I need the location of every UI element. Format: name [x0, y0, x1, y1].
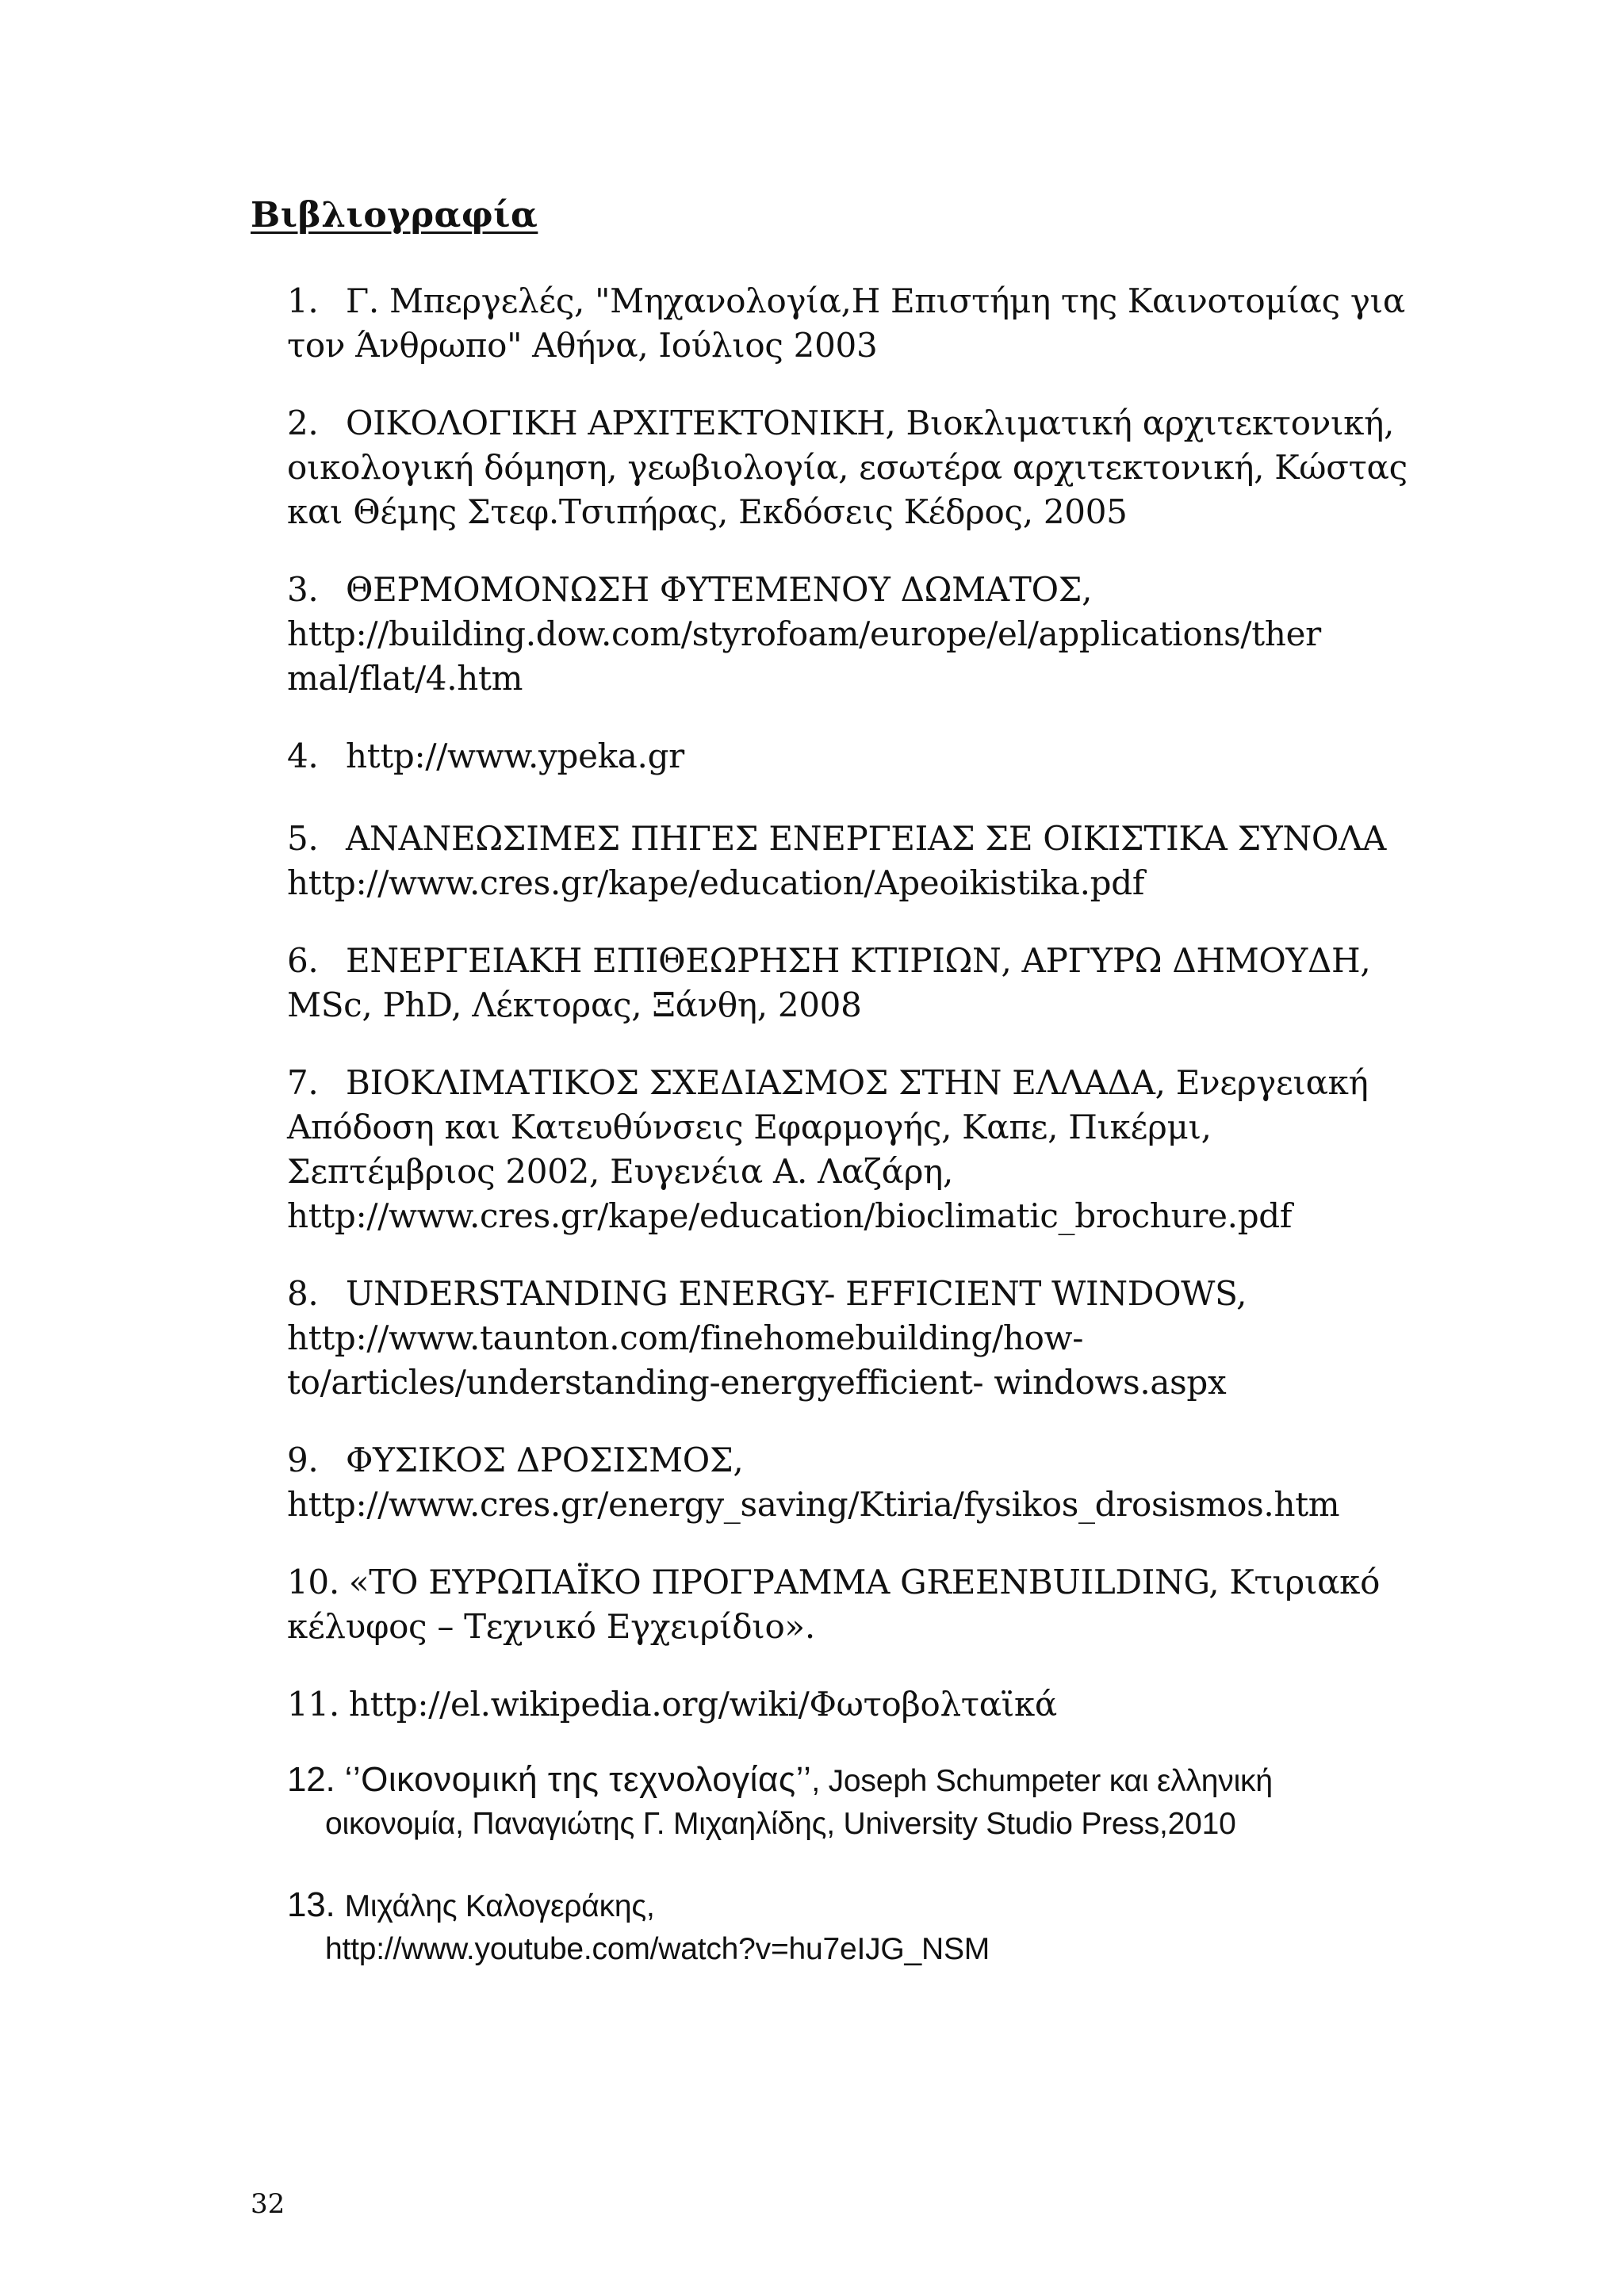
reference-8	[287, 1272, 1397, 1405]
reference-text: «ΤΟ ΕΥΡΩΠΑΪΚΟ ΠΡΟΓΡΑΜΜΑ GREENBUILDING, Κτιριακό	[348, 1563, 1381, 1601]
reference-link: mal/flat/4.htm	[287, 659, 523, 698]
reference-link: http://www.ypeka.gr	[346, 737, 684, 775]
reference-number: 10.	[287, 1563, 339, 1601]
reference-text: ΕΝΕΡΓΕΙΑΚΗ ΕΠΙΘΕΩΡΗΣΗ ΚΤΙΡΙΩΝ, ΑΡΓΥΡΩ ΔΗΜΟΥΔΗ,	[346, 941, 1371, 980]
reference-number: 11.	[287, 1685, 339, 1724]
reference-link: http://www.taunton.com/finehomebuilding/how-	[287, 1318, 1084, 1357]
reference-text: , Joseph Schumpeter και ελληνική	[811, 1764, 1273, 1798]
reference-text: MSc, PhD, Λέκτορας, Ξάνθη, 2008	[287, 985, 862, 1024]
reference-1	[287, 279, 1405, 368]
reference-text: ΒΙΟΚΛΙΜΑΤΙΚΟΣ ΣΧΕΔΙΑΣΜΟΣ ΣΤΗΝ ΕΛΛΑΔΑ, Ενεργειακή	[346, 1063, 1369, 1102]
reference-number: 9.	[287, 1441, 319, 1479]
reference-7	[287, 1061, 1397, 1238]
reference-text: ΘΕΡΜΟΜΟΝΩΣΗ ΦΥΤΕΜΕΝΟΥ ΔΩΜΑΤΟΣ,	[346, 570, 1093, 609]
reference-text: Γ. Μπεργελές, "Μηχανολογία,Η Επιστήμη της Καινοτομίας για	[346, 281, 1405, 320]
reference-number: 4.	[287, 737, 319, 775]
reference-text: ΟΙΚΟΛΟΓΙΚΗ ΑΡΧΙΤΕΚΤΟΝΙΚΗ, Βιοκλιματική αρχιτεκτονική,	[346, 404, 1394, 442]
reference-13	[287, 1884, 1397, 1971]
reference-number: 3.	[287, 570, 319, 609]
reference-number: 12.	[287, 1760, 335, 1799]
reference-link: http://el.wikipedia.org/wiki/Φωτοβολταϊκά	[348, 1685, 1057, 1724]
reference-text: οικονομία, Παναγιώτης Γ. Μιχαηλίδης, University Studio Press,2010	[325, 1807, 1236, 1841]
reference-text: Μιχάλης Καλογεράκης,	[344, 1889, 655, 1923]
reference-text: ΦΥΣΙΚΟΣ ΔΡΟΣΙΣΜΟΣ,	[346, 1441, 744, 1479]
reference-number: 6.	[287, 941, 319, 980]
reference-6	[287, 939, 1397, 1027]
reference-text: κέλυφος – Τεχνικό Εγχειρίδιο».	[287, 1607, 815, 1646]
reference-text: Σεπτέμβριος 2002, Ευγενέια Α. Λαζάρη,	[287, 1152, 954, 1191]
reference-number: 8.	[287, 1274, 319, 1313]
reference-number: 2.	[287, 404, 319, 442]
page-number: 32	[251, 2188, 285, 2220]
reference-link: http://www.cres.gr/kape/education/bioclimatic_brochure.pdf	[287, 1196, 1293, 1235]
reference-3	[287, 568, 1397, 701]
reference-2	[287, 401, 1408, 534]
reference-12	[287, 1758, 1397, 1846]
reference-link: http://www.youtube.com/watch?v=hu7eIJG_NSM	[325, 1932, 990, 1966]
reference-number: 13.	[287, 1885, 335, 1924]
reference-number: 1.	[287, 281, 319, 320]
reference-9	[287, 1438, 1397, 1527]
reference-number: 5.	[287, 819, 319, 858]
reference-11	[287, 1682, 1397, 1727]
reference-text: τον Άνθρωπο" Αθήνα, Ιούλιος 2003	[287, 326, 878, 365]
reference-title: ‘’Οικονομική της τεχνολογίας’’	[344, 1760, 812, 1799]
reference-link: to/articles/understanding-energyefficient- windows.aspx	[287, 1363, 1227, 1402]
reference-10	[287, 1560, 1397, 1649]
reference-link: http://www.cres.gr/kape/education/Apeoikistika.pdf	[287, 863, 1145, 902]
reference-text: και Θέμης Στεφ.Τσιπήρας, Εκδόσεις Κέδρος, 2005	[287, 492, 1128, 531]
reference-text: Απόδοση και Κατευθύνσεις Εφαρμογής, Καπε, Πικέρμι,	[287, 1108, 1212, 1146]
reference-4	[287, 734, 1397, 779]
reference-link: http://building.dow.com/styrofoam/europe/el/applications/ther	[287, 614, 1321, 653]
reference-5	[287, 817, 1397, 905]
bibliography-heading: Βιβλιογραφία	[251, 195, 538, 235]
reference-text: ΑΝΑΝΕΩΣΙΜΕΣ ΠΗΓΕΣ ΕΝΕΡΓΕΙΑΣ ΣΕ ΟΙΚΙΣΤΙΚΑ ΣΥΝΟΛΑ	[346, 819, 1387, 858]
reference-text: UNDERSTANDING ENERGY- EFFICIENT WINDOWS,	[346, 1274, 1247, 1313]
reference-text: οικολογική δόμηση, γεωβιολογία, εσωτέρα αρχιτεκτονική, Κώστας	[287, 448, 1408, 487]
reference-number: 7.	[287, 1063, 319, 1102]
reference-link: http://www.cres.gr/energy_saving/Ktiria/fysikos_drosismos.htm	[287, 1485, 1340, 1524]
